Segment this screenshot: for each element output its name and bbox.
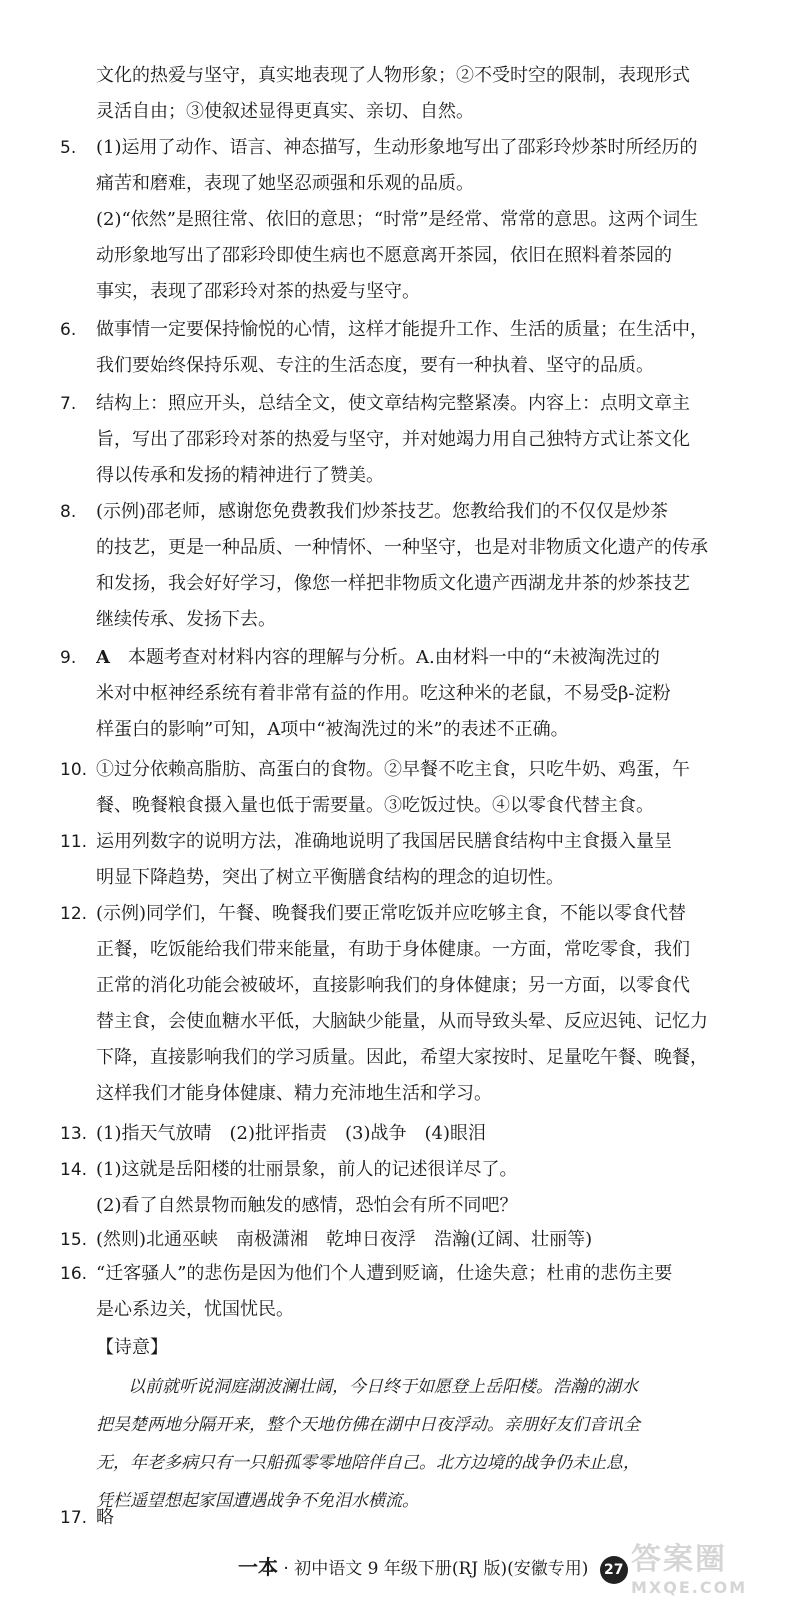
watermark-url: MXQE.COM: [631, 1578, 748, 1597]
text-line: 这样我们才能身体健康、精力充沛地生活和学习。: [96, 1083, 492, 1104]
text-line: 灵活自由；③使叙述显得更真实、亲切、自然。: [96, 101, 474, 122]
item-number: 5.: [60, 138, 77, 158]
item-number: 9.: [60, 648, 77, 668]
answer-item-6: [60, 312, 750, 376]
text-line: 旨，写出了邵彩玲对茶的热爱与坚守，并对她竭力用自己独特方式让茶文化: [96, 429, 690, 450]
text-line: (1)运用了动作、语言、神态描写，生动形象地写出了邵彩玲炒茶时所经历的: [96, 137, 698, 158]
text-line: 做事情一定要保持愉悦的心情，这样才能提升工作、生活的质量；在生活中，: [96, 319, 708, 340]
page-number: 27: [600, 1556, 628, 1584]
choice-answer: A: [96, 647, 110, 668]
text-line: 正餐，吃饭能给我们带来能量，有助于身体健康。一方面，常吃零食，我们: [96, 939, 690, 960]
item-number: 15.: [60, 1230, 88, 1250]
item-number: 10.: [60, 760, 88, 780]
text-line: 的技艺，更是一种品质、一种情怀、一种坚守，也是对非物质文化遗产的传承: [96, 537, 708, 558]
answer-item-7: [60, 386, 750, 486]
text-line: (2)看了自然景物而触发的感情，恐怕会有所不同吧？: [96, 1195, 518, 1216]
text-line: 运用列数字的说明方法，准确地说明了我国居民膳食结构中主食摄入量呈: [96, 831, 672, 852]
text-line: 文化的热爱与坚守，真实地表现了人物形象；②不受时空的限制，表现形式: [96, 65, 690, 86]
item-number: 14.: [60, 1160, 88, 1180]
item-number: 13.: [60, 1124, 88, 1144]
text-line: 得以传承和发扬的精神进行了赞美。: [96, 465, 384, 486]
answer-item-9: [60, 640, 750, 740]
text-line: (然则)北通巫峡 南极潇湘 乾坤日夜浮 浩瀚(辽阔、壮丽等): [96, 1229, 593, 1250]
text-line: 以前就听说洞庭湖波澜壮阔，今日终于如愿登上岳阳楼。浩瀚的湖水: [128, 1377, 638, 1397]
text-line: (1)这就是岳阳楼的壮丽景象，前人的记述很详尽了。: [96, 1159, 518, 1180]
page-footer: [238, 1552, 628, 1584]
text-line: 正常的消化功能会被破坏，直接影响我们的身体健康；另一方面，以零食代: [96, 975, 690, 996]
poem-translation: [96, 1368, 750, 1520]
text-line: 把吴楚两地分隔开来，整个天地仿佛在湖中日夜浮动。亲朋好友们音讯全: [96, 1415, 640, 1435]
item-number: 12.: [60, 904, 88, 924]
footer-title: 初中语文 9 年级下册(RJ 版)(安徽专用): [294, 1559, 589, 1579]
watermark: [631, 1534, 781, 1596]
footer-brand: 一本: [238, 1555, 278, 1579]
text-line: 米对中枢神经系统有着非常有益的作用。吃这种米的老鼠，不易受β-淀粉: [96, 683, 671, 704]
item-number: 6.: [60, 320, 77, 340]
text-line: 无，年老多病只有一只船孤零零地陪伴自己。北方边境的战争仍未止息，: [96, 1453, 640, 1473]
text-line: 样蛋白的影响”可知，A项中“被淘洗过的米”的表述不正确。: [96, 719, 569, 740]
text-line: (示例)同学们，午餐、晚餐我们要正常吃饭并应吃够主食，不能以零食代替: [96, 903, 687, 924]
answer-item-15: [60, 1222, 750, 1258]
answer-item-14: [60, 1152, 750, 1216]
text-line: 替主食，会使血糖水平低，大脑缺少能量，从而导致头晕、反应迟钝、记忆力: [96, 1011, 708, 1032]
text-line: 结构上：照应开头，总结全文，使文章结构完整紧凑。内容上：点明文章主: [96, 393, 690, 414]
text-line: 明显下降趋势，突出了树立平衡膳食结构的理念的迫切性。: [96, 867, 564, 888]
text-line: 我们要始终保持乐观、专注的生活态度，要有一种执着、坚守的品质。: [96, 355, 654, 376]
text-line: (2)“依然”是照往常、依旧的意思；“时常”是经常、常常的意思。这两个词生: [96, 209, 699, 230]
text-line: 继续传承、发扬下去。: [96, 609, 276, 630]
answer-item-17: [60, 1500, 750, 1536]
poem-heading: 【诗意】: [96, 1337, 168, 1358]
answer-item-10: [60, 752, 750, 816]
text-line: (1)指天气放晴 (2)批评指责 (3)战争 (4)眼泪: [96, 1123, 486, 1144]
text-line: 餐、晚餐粮食摄入量也低于需要量。③吃饭过快。④以零食代替主食。: [96, 795, 654, 816]
item-number: 8.: [60, 502, 77, 522]
text-line: ①过分依赖高脂肪、高蛋白的食物。②早餐不吃主食，只吃牛奶、鸡蛋，午: [96, 759, 690, 780]
answer-item-5: [60, 130, 750, 302]
item-number: 7.: [60, 394, 77, 414]
text-line: 下降，直接影响我们的学习质量。因此，希望大家按时、足量吃午餐、晚餐，: [96, 1047, 708, 1068]
item-number: 11.: [60, 832, 88, 852]
text-line: 本题考查对材料内容的理解与分析。A.由材料一中的“未被淘洗过的: [127, 647, 660, 668]
text-line: 痛苦和磨难，表现了她坚忍顽强和乐观的品质。: [96, 173, 474, 194]
text-line: 是心系边关，忧国忧民。: [96, 1299, 294, 1320]
text-line: 事实，表现了邵彩玲对茶的热爱与坚守。: [96, 281, 420, 302]
text-line: 动形象地写出了邵彩玲即使生病也不愿意离开茶园，依旧在照料着茶园的: [96, 245, 672, 266]
answer-item-8: [60, 494, 750, 630]
text-line: 凭栏遥望想起家国遭遇战争不免泪水横流。: [96, 1491, 419, 1511]
text-line: 略: [96, 1507, 114, 1528]
text-line: “迁客骚人”的悲伤是因为他们个人遭到贬谪，仕途失意；杜甫的悲伤主要: [96, 1263, 673, 1284]
answer-item-16: [60, 1256, 750, 1320]
watermark-logo: 答案圈: [631, 1542, 727, 1577]
answer-item-11: [60, 824, 750, 888]
text-line: (示例)邵老师，感谢您免费教我们炒茶技艺。您教给我们的不仅仅是炒茶: [96, 501, 669, 522]
item-number: 17.: [60, 1508, 88, 1528]
answer-item-12: [60, 896, 750, 1104]
answer-item-13: [60, 1116, 750, 1152]
text-line: 和发扬，我会好好学习，像您一样把非物质文化遗产西湖龙井茶的炒茶技艺: [96, 573, 690, 594]
item-number: 16.: [60, 1264, 88, 1284]
footer-separator: ·: [283, 1559, 289, 1579]
